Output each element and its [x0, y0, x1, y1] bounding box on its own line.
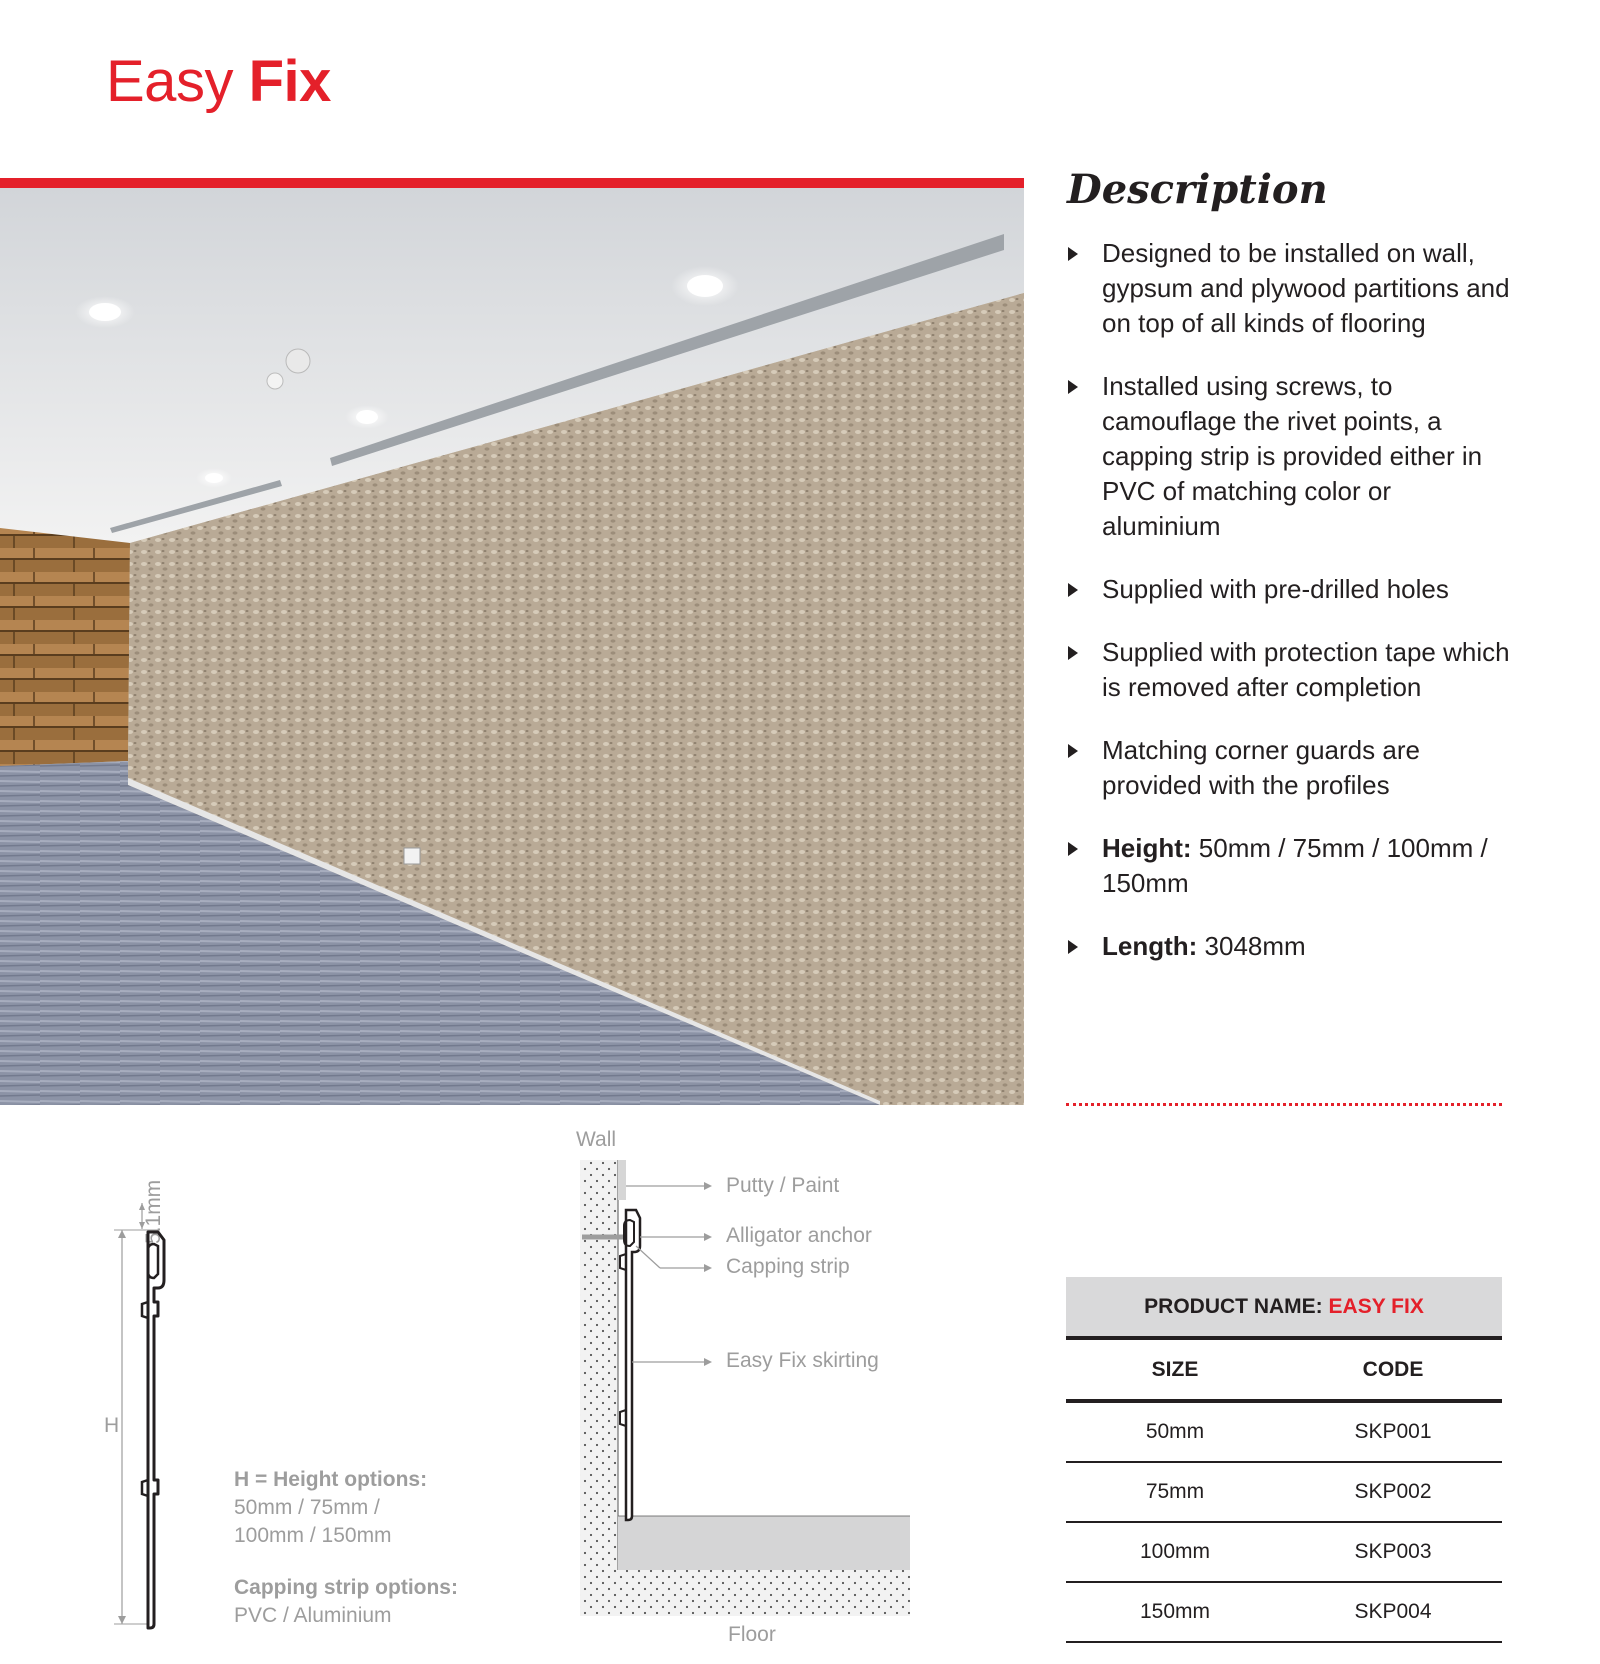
product-photo — [0, 188, 1024, 1105]
capping-options-title: Capping strip options: — [234, 1576, 458, 1599]
product-name-label: PRODUCT NAME: — [1144, 1294, 1323, 1318]
capping-options-values: PVC / Aluminium — [234, 1604, 392, 1627]
bullet-arrow-icon — [1068, 247, 1078, 261]
bullet-text: Matching corner guards are provided with the profiles — [1102, 735, 1420, 800]
table-row — [1066, 1522, 1502, 1582]
bullet-arrow-icon — [1068, 940, 1078, 954]
product-name-cell — [1066, 1277, 1502, 1338]
description-heading: Description — [1067, 166, 1328, 213]
column-header-size: SIZE — [1066, 1338, 1284, 1401]
size-cell: 50mm — [1066, 1401, 1284, 1462]
list-item — [1066, 831, 1516, 901]
putty-label: Putty / Paint — [726, 1174, 840, 1197]
list-item — [1066, 929, 1516, 964]
anchor-label: Alligator anchor — [726, 1224, 872, 1247]
table-row — [1066, 1462, 1502, 1522]
size-cell: 75mm — [1066, 1462, 1284, 1522]
height-value: 50mm / 75mm / 100mm / 150mm — [1102, 833, 1488, 898]
dim-h-label: H — [104, 1414, 120, 1437]
title-bold: Fix — [248, 49, 331, 114]
title-regular: Easy — [106, 49, 233, 114]
bullet-text: Supplied with protection tape which is removed after completion — [1102, 637, 1510, 702]
wall-label: Wall — [576, 1128, 617, 1151]
list-item — [1066, 236, 1516, 341]
accent-bar — [0, 178, 1024, 188]
bullet-arrow-icon — [1068, 380, 1078, 394]
bullet-arrow-icon — [1068, 744, 1078, 758]
capping-label: Capping strip — [726, 1255, 850, 1278]
table-row — [1066, 1582, 1502, 1642]
bullet-arrow-icon — [1068, 842, 1078, 856]
page-title — [106, 48, 331, 115]
size-cell: 150mm — [1066, 1582, 1284, 1642]
dim-top-label: 5.1mm — [142, 1179, 165, 1244]
list-item — [1066, 369, 1516, 544]
table-header-row — [1066, 1338, 1502, 1401]
list-item — [1066, 572, 1516, 607]
code-cell: SKP004 — [1284, 1582, 1502, 1642]
code-cell: SKP002 — [1284, 1462, 1502, 1522]
height-options-line-2: 100mm / 150mm — [234, 1524, 392, 1547]
product-name-value: EASY FIX — [1328, 1294, 1424, 1318]
bullet-arrow-icon — [1068, 646, 1078, 660]
floor-label: Floor — [728, 1623, 776, 1646]
description-list — [1066, 236, 1516, 964]
code-cell: SKP003 — [1284, 1522, 1502, 1582]
height-options-title: H = Height options: — [234, 1468, 428, 1491]
corridor-illustration — [0, 188, 1024, 1105]
bullet-text: Installed using screws, to camouflage the rivet points, a capping strip is provided either in PVC of matching color or aluminium — [1102, 371, 1483, 541]
bullet-text: Supplied with pre-drilled holes — [1102, 574, 1449, 604]
length-value: 3048mm — [1197, 931, 1306, 961]
bullet-text: Designed to be installed on wall, gypsum and plywood partitions and on top of all kinds of flooring — [1102, 238, 1510, 338]
column-header-code: CODE — [1284, 1338, 1502, 1401]
height-options-line-1: 50mm / 75mm / — [234, 1496, 380, 1519]
height-label: Height: — [1102, 833, 1192, 863]
list-item — [1066, 733, 1516, 803]
section-divider — [1066, 1103, 1502, 1106]
list-item — [1066, 635, 1516, 705]
installation-section-drawing — [570, 1130, 930, 1650]
table-row — [1066, 1401, 1502, 1462]
skirting-label: Easy Fix skirting — [726, 1349, 879, 1372]
profile-specs — [234, 1466, 458, 1630]
product-name-row — [1066, 1277, 1502, 1338]
size-cell: 100mm — [1066, 1522, 1284, 1582]
profile-drawing — [100, 1140, 220, 1630]
code-cell: SKP001 — [1284, 1401, 1502, 1462]
length-label: Length: — [1102, 931, 1198, 961]
product-table — [1066, 1277, 1502, 1643]
bullet-arrow-icon — [1068, 583, 1078, 597]
